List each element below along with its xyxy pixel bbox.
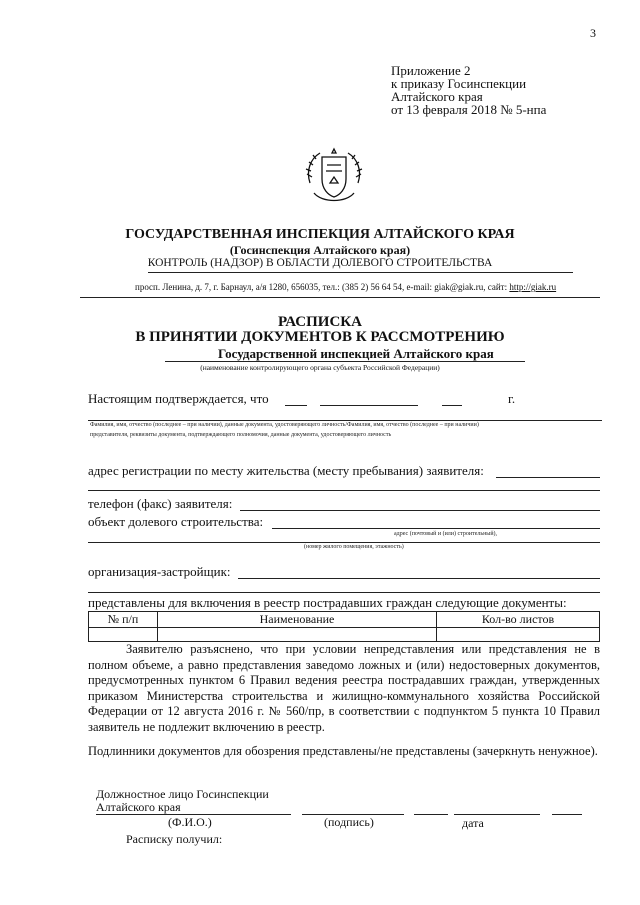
date-month-field[interactable]: [454, 814, 540, 815]
divider: [165, 361, 525, 362]
applicant-note: Фамилия, имя, отчество (последнее – при наличии), данные документа, удостоверяющего личность/Фамилия, имя, отчество (последнее – при наличии): [90, 422, 479, 428]
appendix-block: [391, 64, 546, 116]
date-year-field[interactable]: [552, 814, 582, 815]
table-cell[interactable]: [89, 628, 158, 642]
year-field[interactable]: [442, 405, 462, 406]
applicant-field[interactable]: [88, 420, 602, 421]
document-authority: Государственной инспекцией Алтайского края: [218, 346, 494, 361]
documents-intro: представлены для включения в реестр пострадавших граждан следующие документы:: [88, 595, 567, 610]
document-title: РАСПИСКА: [277, 314, 363, 330]
date-day-field[interactable]: [414, 814, 448, 815]
day-field[interactable]: [285, 405, 307, 406]
object-field-continued[interactable]: [88, 542, 600, 543]
table-header-row: [89, 612, 600, 628]
org-site-link[interactable]: http://giak.ru: [509, 282, 557, 292]
page-number: 3: [590, 26, 596, 40]
table-header: Кол-во листов: [437, 612, 600, 628]
table-header: № п/п: [89, 612, 158, 628]
org-title: ГОСУДАРСТВЕННАЯ ИНСПЕКЦИЯ АЛТАЙСКОГО КРАЯ: [125, 227, 515, 242]
official-title-cont: Алтайского края: [96, 800, 181, 814]
object-note: (номер жилого помещения, этажность): [304, 544, 404, 550]
originals-paragraph: Подлинники документов для обозрения представлены/не представлены (зачеркнуть ненужное).: [88, 744, 598, 758]
explanation-text: Заявителю разъяснено, что при условии непредставления или представления не в полном объеме, а равно представления заведомо ложных и (или) недостоверных документов, предусмотренных пунктом 6 Правил ведения реестра пострадавших граждан, утвержденных приказом Министерства строительства и жилищно-коммунального хозяйства Российской Федерации от 12 августа 2016 г. № 560/пр, в соответствии с подпунктом 5 пункта 10 Правил заявитель не подлежит включению в реестр.: [88, 642, 600, 734]
date-label: дата: [462, 816, 484, 830]
divider: [148, 272, 573, 273]
confirm-label: Настоящим подтверждается, что: [88, 391, 269, 406]
fio-label: (Ф.И.О.): [168, 815, 212, 829]
divider: [80, 297, 600, 298]
org-scope: КОНТРОЛЬ (НАДЗОР) В ОБЛАСТИ ДОЛЕВОГО СТРОИТЕЛЬСТВА: [147, 257, 493, 269]
registration-field[interactable]: [496, 477, 600, 478]
appendix-line: Приложение 2: [391, 63, 471, 78]
authority-note: (наименование контролирующего органа субъекта Российской Федерации): [200, 363, 440, 372]
object-label: объект долевого строительства:: [88, 514, 264, 529]
registration-label: адрес регистрации по месту жительства (месту пребывания) заявителя:: [88, 463, 484, 478]
developer-label: организация-застройщик:: [88, 564, 231, 579]
table-cell[interactable]: [158, 628, 437, 642]
sign-label: (подпись): [324, 815, 374, 829]
month-field[interactable]: [320, 405, 418, 406]
document-subtitle: В ПРИНЯТИИ ДОКУМЕНТОВ К РАССМОТРЕНИЮ: [135, 329, 505, 345]
phone-label: телефон (факс) заявителя:: [88, 496, 233, 511]
explanation-paragraph: [88, 642, 600, 735]
applicant-note: представителя, реквизиты документа, подтверждающего полномочия, данные документа, удостоверяющего личность: [90, 432, 392, 438]
table-row: [89, 628, 600, 642]
official-title: Должностное лицо Госинспекции: [96, 787, 269, 801]
registration-field-continued[interactable]: [88, 490, 600, 491]
org-subtitle: (Госинспекция Алтайского края): [229, 243, 411, 257]
developer-field[interactable]: [238, 578, 600, 579]
object-field[interactable]: [272, 528, 600, 529]
phone-field[interactable]: [240, 510, 600, 511]
table-cell[interactable]: [437, 628, 600, 642]
year-suffix: г.: [508, 391, 516, 406]
appendix-line: от 13 февраля 2018 № 5-нпа: [391, 102, 547, 117]
org-address-text: просп. Ленина, д. 7, г. Барнаул, а/я 1280, 656035, тел.: (385 2) 56 64 54, e-mail: giak@giak.ru, сайт:: [135, 282, 510, 292]
object-note: адрес (почтовый и (или) строительный),: [394, 531, 498, 537]
received-label: Расписку получил:: [126, 832, 223, 846]
appendix-line: к приказу Госинспекции: [391, 76, 527, 91]
coat-of-arms-emblem: [300, 143, 368, 211]
developer-field-continued[interactable]: [88, 592, 600, 593]
documents-table: [88, 611, 600, 642]
org-address: [135, 282, 556, 292]
appendix-line: Алтайского края: [391, 89, 483, 104]
table-header: Наименование: [158, 612, 437, 628]
